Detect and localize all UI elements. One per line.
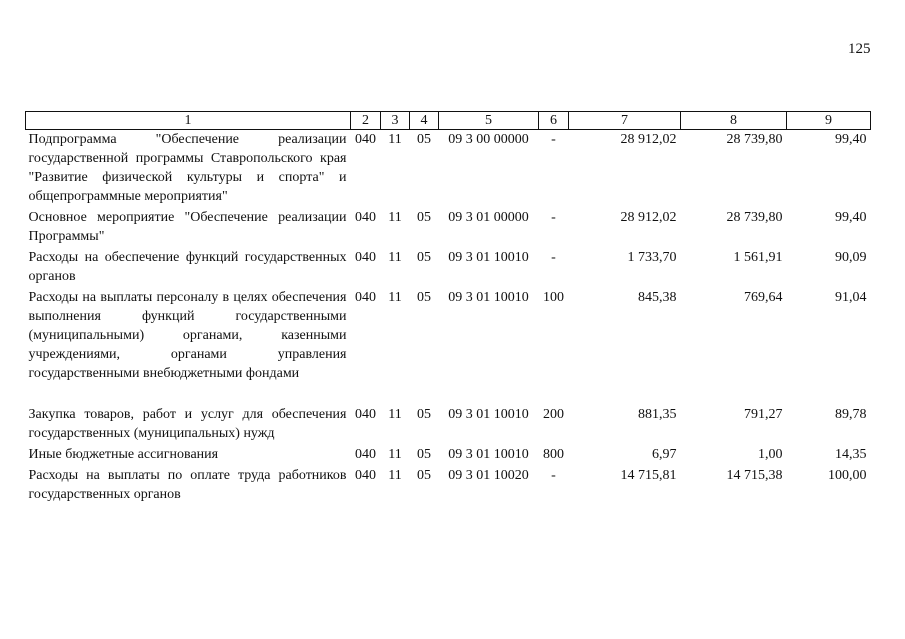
row-plan: 28 912,02 [620,210,677,225]
row-target-article: 09 3 00 00000 [448,132,529,147]
row-actual: 1,00 [758,447,783,462]
col-header-8: 8 [681,112,787,130]
row-expense-type: - [551,250,556,265]
row-ministry-code: 040 [355,447,376,462]
page-number: 125 [848,41,871,57]
col-header-7: 7 [569,112,681,130]
row-actual: 14 715,38 [726,468,783,483]
row-spacer [26,385,871,405]
row-ministry-code: 040 [355,210,376,225]
row-actual: 791,27 [744,407,783,422]
col-header-2: 2 [351,112,381,130]
row-ministry-code: 040 [355,290,376,305]
row-target-article: 09 3 01 10010 [448,407,529,422]
table-row [26,288,871,385]
row-actual: 28 739,80 [726,132,783,147]
col-header-5: 5 [439,112,539,130]
row-percent: 89,78 [835,407,867,422]
row-expense-type: 100 [543,290,564,305]
row-name: Расходы на выплаты по оплате труда работников государственных органов [28,468,347,502]
row-percent: 99,40 [835,210,867,225]
row-actual: 28 739,80 [726,210,783,225]
row-section: 11 [388,132,402,147]
row-subsection: 05 [417,250,431,265]
row-actual: 769,64 [744,290,783,305]
row-name: Закупка товаров, работ и услуг для обеспечения государственных (муниципальных) нужд [28,407,347,441]
row-section: 11 [388,250,402,265]
row-expense-type: - [551,210,556,225]
col-header-4: 4 [410,112,439,130]
row-ministry-code: 040 [355,250,376,265]
col-header-6: 6 [539,112,569,130]
row-section: 11 [388,468,402,483]
row-expense-type: - [551,132,556,147]
table-row [26,208,871,248]
col-header-9: 9 [787,112,871,130]
table-row [26,466,871,506]
row-target-article: 09 3 01 10010 [448,250,529,265]
row-plan: 6,97 [652,447,677,462]
row-name: Расходы на выплаты персоналу в целях обеспечения выполнения функций государственными (муниципальными) органами, казенными учреждениями, органами управления государственными внебюджетными фондами [28,290,347,381]
row-expense-type: 800 [543,447,564,462]
row-percent: 100,00 [828,468,867,483]
row-expense-type: - [551,468,556,483]
row-target-article: 09 3 01 10020 [448,468,529,483]
row-subsection: 05 [417,132,431,147]
row-subsection: 05 [417,210,431,225]
row-ministry-code: 040 [355,468,376,483]
row-name: Основное мероприятие "Обеспечение реализации Программы" [28,210,347,244]
row-section: 11 [388,290,402,305]
row-subsection: 05 [417,447,431,462]
row-subsection: 05 [417,407,431,422]
row-actual: 1 561,91 [733,250,783,265]
table-row [26,405,871,445]
row-name: Иные бюджетные ассигнования [28,447,219,462]
row-target-article: 09 3 01 00000 [448,210,529,225]
row-section: 11 [388,210,402,225]
row-plan: 28 912,02 [620,132,677,147]
row-target-article: 09 3 01 10010 [448,290,529,305]
header-row [26,112,871,130]
table-row [26,248,871,288]
row-percent: 90,09 [835,250,867,265]
row-plan: 1 733,70 [627,250,677,265]
row-ministry-code: 040 [355,132,376,147]
row-ministry-code: 040 [355,407,376,422]
row-expense-type: 200 [543,407,564,422]
budget-table [25,111,871,506]
col-header-1: 1 [26,112,351,130]
row-percent: 14,35 [835,447,867,462]
row-section: 11 [388,447,402,462]
row-name: Расходы на обеспечение функций государственных органов [28,250,347,284]
row-subsection: 05 [417,290,431,305]
row-subsection: 05 [417,468,431,483]
row-plan: 845,38 [638,290,677,305]
table-row [26,445,871,466]
row-section: 11 [388,407,402,422]
row-name: Подпрограмма "Обеспечение реализации государственной программы Ставропольского края "Развитие физической культуры и спорта" и общепрограммные мероприятия" [28,132,347,204]
row-target-article: 09 3 01 10010 [448,447,529,462]
row-percent: 99,40 [835,132,867,147]
col-header-3: 3 [381,112,410,130]
row-plan: 881,35 [638,407,677,422]
row-percent: 91,04 [835,290,867,305]
table-row [26,130,871,209]
row-plan: 14 715,81 [620,468,677,483]
